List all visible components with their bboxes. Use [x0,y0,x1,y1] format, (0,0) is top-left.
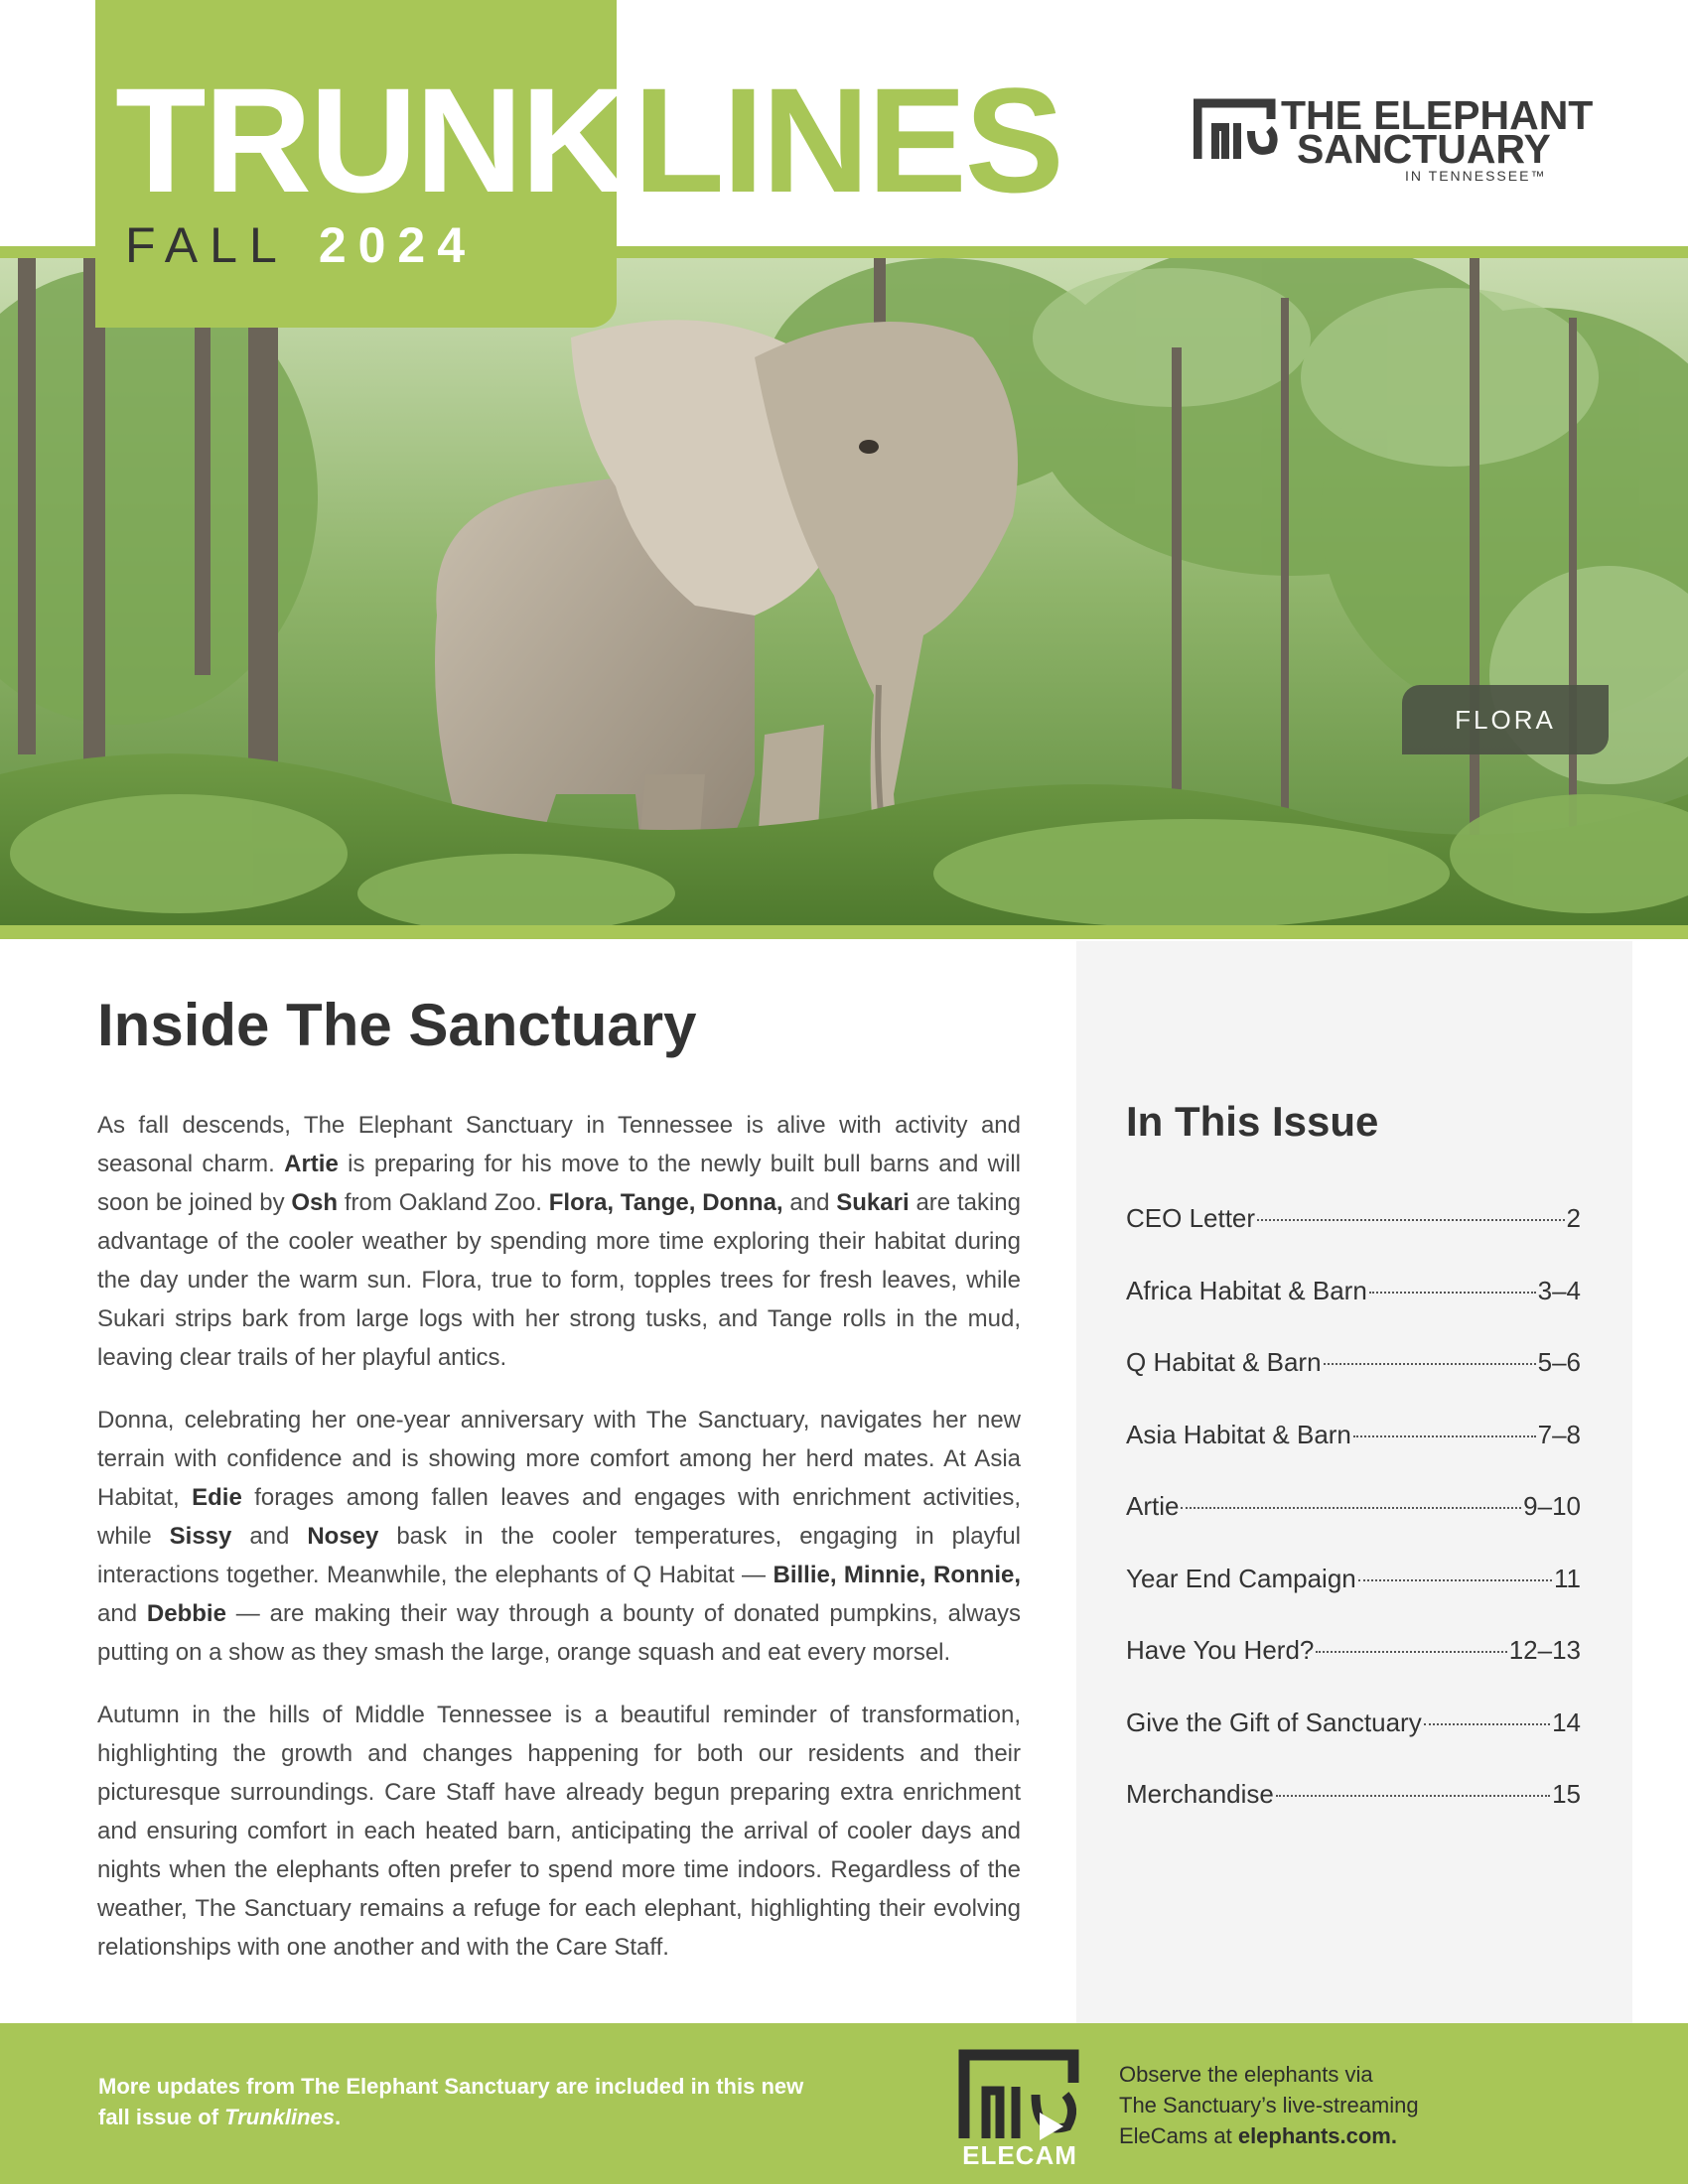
paragraph-text: and [782,1189,837,1216]
article-paragraph [97,1106,1021,1377]
toc-leader-dots [1358,1579,1552,1581]
elecam-line3: EleCams at [1119,2123,1238,2148]
toc-leader-dots [1276,1795,1550,1797]
toc-item-page: 5–6 [1537,1347,1581,1377]
toc-item[interactable] [1126,1707,1581,1780]
issue-year: 2024 [318,217,478,273]
toc-item[interactable] [1126,1635,1581,1707]
paragraph-text: — are making their way through a bounty of donated pumpkins, always putting on a show as they smash the large, orange squash and eat every morsel. [97,1600,1021,1666]
paragraph-text: Donna, celebrating her one-year anniversary with The Sanctuary, navigates her new terrain with confidence and is showing more comfort among her herd mates. At Asia Habitat, [97,1407,1021,1511]
footer-note-text: More updates from The Elephant Sanctuary are included in this new fall issue of [98,2074,804,2129]
toc-item-page: 9–10 [1523,1491,1581,1521]
elephant-name: Artie [284,1151,339,1177]
elephant-name: Osh [291,1189,339,1216]
article-heading: Inside The Sanctuary [97,992,697,1058]
paragraph-text: and [97,1600,147,1627]
brand-name-line2: SANCTUARY [1297,126,1551,172]
toc-item-title: Have You Herd? [1126,1635,1315,1665]
toc-item[interactable] [1126,1564,1581,1636]
elephant-photo [0,258,1688,925]
toc-item-title: Artie [1126,1491,1180,1521]
brand-name-line3: IN TENNESSEE™ [1405,168,1547,184]
main-article [97,993,1021,1967]
toc-leader-dots [1353,1435,1536,1437]
toc-item-title: Give the Gift of Sanctuary [1126,1706,1422,1737]
toc-item[interactable] [1126,1276,1581,1348]
masthead [0,0,1688,273]
toc-heading: In This Issue [1126,1098,1379,1145]
toc-item-page: 12–13 [1508,1635,1581,1665]
elecam-line1: Observe the elephants via [1119,2062,1373,2087]
paragraph-text: bask in the cooler temperatures, engaging in playful interactions together. Meanwhile, the elephants of Q Habitat — [97,1523,1021,1588]
newsletter-title-trunk: TRUNK [115,57,627,223]
toc-item-title: CEO Letter [1126,1203,1256,1233]
paragraph-text: is preparing for his move to the newly built bull barns and will soon be joined by [97,1151,1021,1216]
newsletter-title-lines: LINES [633,57,1062,223]
newsletter-name: Trunklines [224,2105,336,2129]
article-paragraph [97,1401,1021,1672]
elecam-description [1119,2059,1536,2151]
in-this-issue-sidebar [1076,941,1632,2023]
photo-caption-tag: FLORA [1402,685,1609,754]
elecam-logo[interactable] [956,2047,1083,2170]
title-block [95,0,627,328]
toc-leader-dots [1181,1507,1521,1509]
toc-item-page: 7–8 [1537,1419,1581,1449]
toc-item[interactable] [1126,1347,1581,1420]
elephant-name: Debbie [146,1600,226,1627]
toc-item-title: Year End Campaign [1126,1563,1356,1593]
toc-item-page: 2 [1566,1203,1581,1233]
paragraph-text: from Oakland Zoo. [338,1189,549,1216]
issue-date [125,217,478,273]
toc-item-page: 15 [1552,1779,1581,1809]
toc-leader-dots [1324,1363,1536,1365]
elephant-name: Sissy [169,1523,232,1550]
hero-photo [0,246,1688,939]
toc-leader-dots [1257,1219,1564,1221]
paragraph-text: and [231,1523,308,1550]
brand-logo[interactable] [1194,92,1594,185]
article-paragraph: Autumn in the hills of Middle Tennessee is a beautiful reminder of transformation, highlighting the growth and changes happening for both our residents and their picturesque surroundings. Care Staff have already begun preparing extra enrichment and ensuring comfort in each heated barn, anticipating the arrival of cooler days and nights when the elephants often prefer to spend more time indoors. Regardless of the weather, The Sanctuary remains a refuge for each elephant, highlighting their evolving relationships with one another and with the Care Staff. [97,1702,1021,1961]
elecam-label: ELECAM [962,2140,1077,2170]
elephant-name: Sukari [836,1189,910,1216]
elecam-camera-logo-icon [956,2047,1083,2142]
paragraph-text: are taking advantage of the cooler weather by spending more time exploring their habitat during the day under the warm sun. Flora, true to form, topples trees for fresh leaves, while Sukari strips bark from large logs with her strong tusks, and Tange rolls in the mud, leaving clear trails of her playful antics. [97,1189,1021,1371]
paragraph-text: As fall descends, The Elephant Sanctuary in Tennessee is alive with activity and seasonal charm. [97,1112,1021,1177]
brand-name-line1: THE ELEPHANT [1281,92,1594,138]
footer-banner [0,2023,1688,2184]
elephant-name: Nosey [307,1523,379,1550]
toc-item-page: 11 [1554,1563,1581,1593]
toc-leader-dots [1424,1723,1550,1725]
toc-item-page: 14 [1552,1706,1581,1737]
elephant-name: Billie, Minnie, Ronnie, [773,1562,1021,1588]
toc-item[interactable] [1126,1779,1581,1851]
toc-leader-dots [1369,1292,1536,1294]
elephant-name: Flora, Tange, Donna, [548,1189,783,1216]
elecam-line2: The Sanctuary’s live-streaming [1119,2093,1419,2117]
toc-item-title: Merchandise [1126,1779,1274,1809]
toc-item-title: Q Habitat & Barn [1126,1347,1322,1377]
issue-season: FALL [125,217,287,273]
toc-list [1126,1203,1581,1851]
toc-leader-dots [1316,1651,1506,1653]
toc-item-page: 3–4 [1537,1275,1581,1305]
elephant-name: Edie [192,1484,242,1511]
paragraph-text: forages among fallen leaves and engages with enrichment activities, while [97,1484,1021,1550]
toc-item-title: Africa Habitat & Barn [1126,1275,1367,1305]
toc-item[interactable] [1126,1491,1581,1564]
footer-note-end: . [335,2105,342,2129]
website-link[interactable]: elephants.com. [1237,2123,1397,2148]
footer-note [98,2071,833,2132]
toc-item[interactable] [1126,1420,1581,1492]
toc-item[interactable] [1126,1203,1581,1276]
toc-item-title: Asia Habitat & Barn [1126,1419,1351,1449]
elephant-sanctuary-logo-icon [1194,97,1279,163]
